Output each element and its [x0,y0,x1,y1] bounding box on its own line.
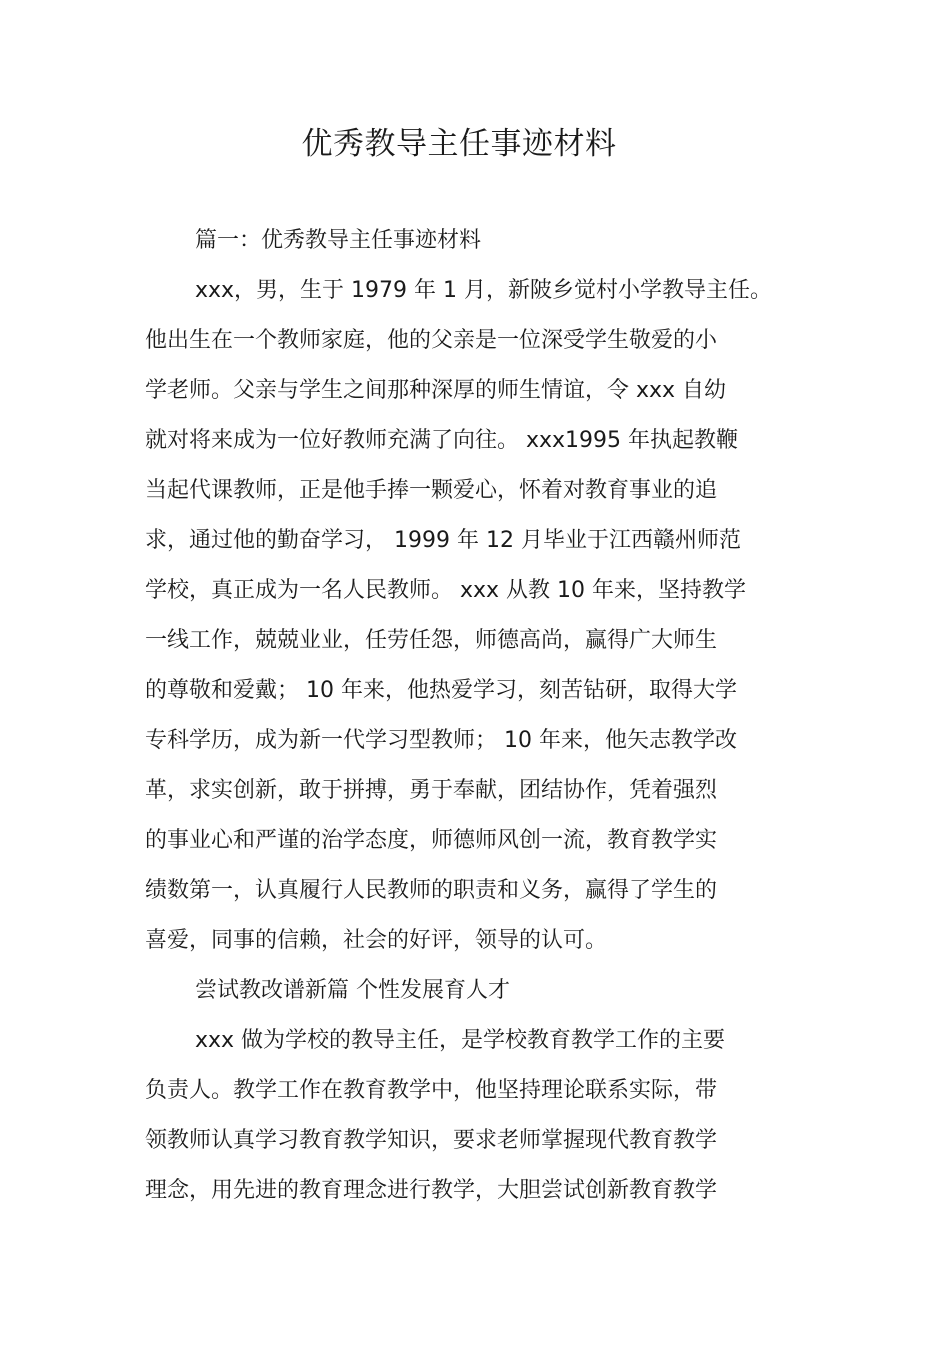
body-line: 专科学历，成为新一代学习型教师； 10 年来，他矢志教学改 [145,728,737,753]
body-line: 他出生在一个教师家庭，他的父亲是一位深受学生敬爱的小 [145,328,718,353]
section-heading: 尝试教改谱新篇 个性发展育人才 [195,978,510,1003]
section-heading: 篇一：优秀教导主任事迹材料 [195,228,482,253]
body-line: 学老师。父亲与学生之间那种深厚的师生情谊，令 xxx 自幼 [145,378,727,403]
body-line: 学校，真正成为一名人民教师。 xxx 从教 10 年来，坚持教学 [145,578,747,603]
body-line: 理念，用先进的教育理念进行教学，大胆尝试创新教育教学 [145,1178,718,1203]
body-line: 就对将来成为一位好教师充满了向往。 xxx1995 年执起教鞭 [145,428,739,453]
body-line: 领教师认真学习教育教学知识，要求老师掌握现代教育教学 [145,1128,718,1153]
body-line: 革，求实创新，敢于拼搏，勇于奉献，团结协作，凭着强烈 [145,778,718,803]
body-line: 的事业心和严谨的治学态度，师德师风创一流，教育教学实 [145,828,718,853]
body-line: xxx，男，生于 1979 年 1 月，新陂乡觉村小学教导主任。 [195,278,773,303]
body-line: xxx 做为学校的教导主任，是学校教育教学工作的主要 [195,1028,726,1053]
body-line: 负责人。教学工作在教育教学中，他坚持理论联系实际，带 [145,1078,718,1103]
body-line: 一线工作，兢兢业业，任劳任怨，师德高尚，赢得广大师生 [145,628,718,653]
body-line: 喜爱，同事的信赖，社会的好评，领导的认可。 [145,928,608,953]
body-line: 的尊敬和爱戴； 10 年来，他热爱学习，刻苦钻研，取得大学 [145,678,737,703]
body-line: 求，通过他的勤奋学习， 1999 年 12 月毕业于江西赣州师范 [145,528,741,553]
body-line: 绩数第一，认真履行人民教师的职责和义务，赢得了学生的 [145,878,718,903]
document-title: 优秀教导主任事迹材料 [301,126,617,162]
body-line: 当起代课教师，正是他手捧一颗爱心，怀着对教育事业的追 [145,478,718,503]
